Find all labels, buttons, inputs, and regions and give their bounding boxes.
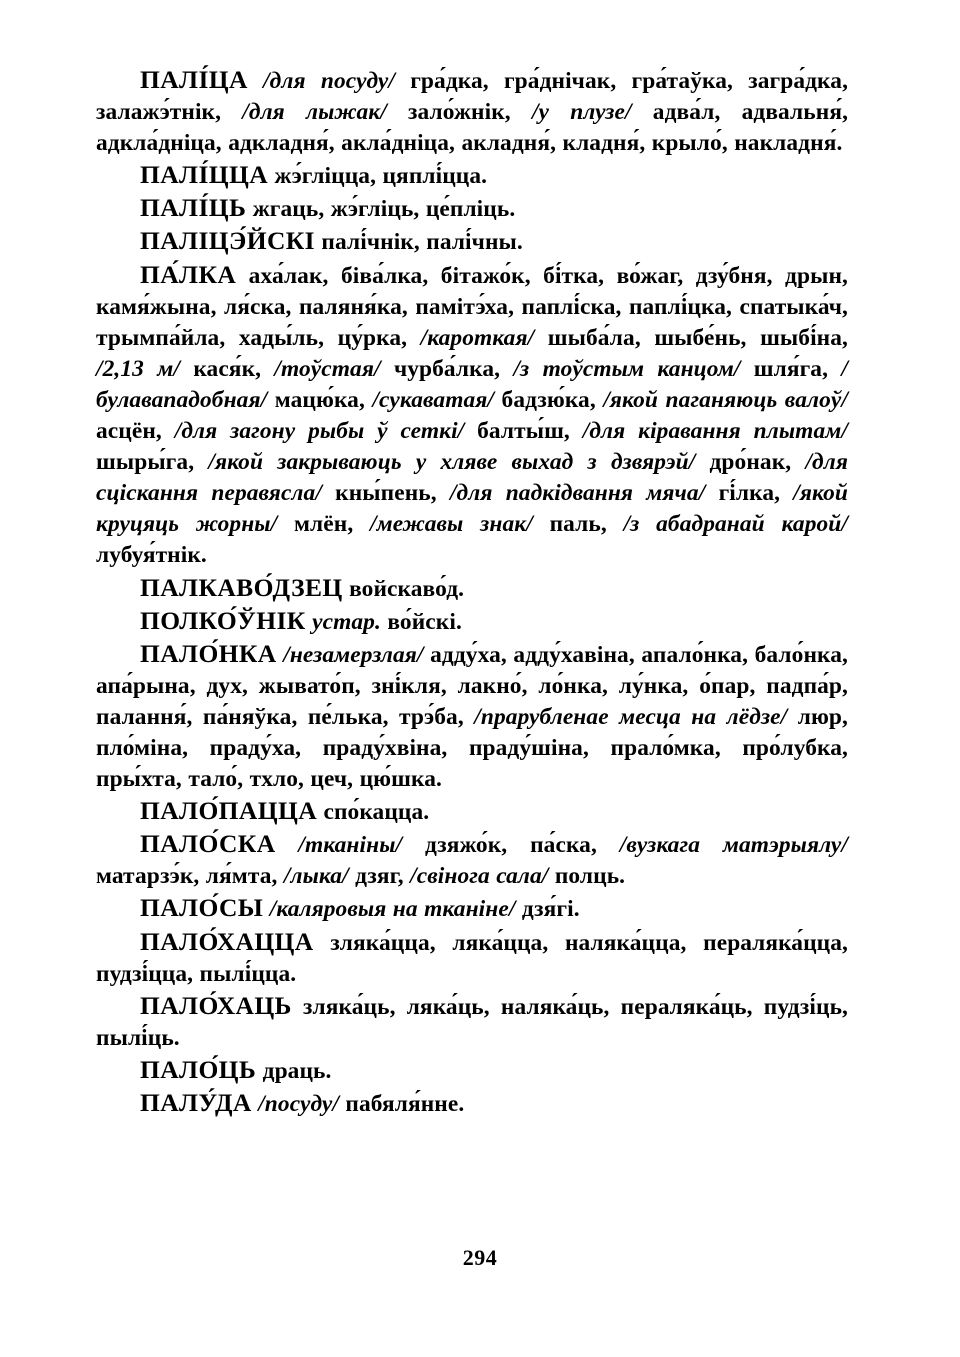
entry-gloss: /тканіны/	[298, 832, 403, 859]
entry-gloss: /лыка/	[283, 863, 349, 890]
dictionary-entry	[96, 1087, 848, 1120]
dictionary-entry	[96, 1054, 848, 1087]
entry-synonyms: асцён,	[96, 418, 162, 445]
entry-headword: ПОЛКО́ЎНІК	[140, 605, 306, 635]
entry-synonyms: паль,	[549, 511, 607, 538]
dictionary-entry	[96, 259, 848, 572]
entry-synonyms: лубуя́тнік.	[96, 542, 207, 569]
entry-gloss: /для лыжак/	[242, 99, 387, 126]
entry-synonyms: кася́к,	[193, 355, 262, 382]
entry-synonyms: дзяжо́к, па́ска,	[424, 832, 597, 859]
entry-synonyms: полць.	[554, 863, 626, 890]
entry-headword: ПАЛІ́ЦЦА	[140, 160, 269, 190]
entry-synonyms: бадзю́ка,	[501, 386, 596, 413]
entry-synonyms: драць.	[262, 1057, 332, 1084]
entry-headword: ПАЛО́СКА	[140, 829, 276, 859]
entry-synonyms: палі́чнік, палі́чны.	[321, 229, 523, 256]
entry-gloss: /свінога сала/	[410, 863, 549, 890]
entry-gloss: /прарубленае месца на лёдзе/	[474, 703, 788, 730]
entry-synonyms: жэ́гліцца, цяплі́цца.	[274, 163, 488, 190]
dictionary-entry	[96, 572, 848, 605]
entry-gloss: /якой круцяць жорны/	[96, 480, 849, 538]
entry-gloss: /з тоўстым канцом/	[513, 355, 741, 382]
entry-gloss: /кароткая/	[420, 324, 535, 351]
dictionary-entry	[96, 990, 848, 1054]
dictionary-entry	[96, 926, 848, 990]
entry-headword: ПАЛО́ХАЦЬ	[140, 990, 292, 1020]
entry-gloss: /вузкага матэрыялу/	[619, 832, 849, 859]
entry-headword: ПАЛО́СЫ	[140, 893, 264, 923]
entry-headword: ПАЛІ́ЦА	[140, 65, 248, 94]
entry-synonyms: жгаць, жэ́гліць, це́пліць.	[252, 196, 516, 223]
entry-gloss: /посуду/	[258, 1091, 339, 1117]
entry-gloss: /тоўстая/	[274, 355, 381, 382]
entry-headword: ПАЛО́ЦЬ	[140, 1054, 257, 1084]
entry-synonyms: млён,	[294, 511, 354, 538]
entry-gloss: /якой закрываюць у хляве выхад з дзвярэй/	[208, 449, 696, 476]
page-folio: 294	[462, 1245, 498, 1270]
entry-gloss: /каляровыя на тканіне/	[269, 896, 516, 923]
entry-gloss: /межавы знак/	[370, 511, 533, 538]
entry-synonyms: шыры́га,	[96, 449, 195, 476]
entry-synonyms: пабяля́нне.	[345, 1091, 465, 1117]
entry-synonyms: дзя́гі.	[521, 896, 580, 923]
entry-gloss: /булавападобная/	[96, 355, 848, 413]
entry-headword: ПАЛКАВО́ДЗЕЦ	[140, 572, 343, 602]
entry-synonyms: адва́л, адвальня́, адкла́дніца, адкладня́, акла́дніца, акладня́, кладня́, крыло́, накладня́.	[96, 99, 849, 157]
dictionary-entry	[96, 192, 848, 225]
dictionary-entry	[96, 828, 848, 892]
entry-headword: ПА́ЛКА	[140, 259, 237, 289]
entry-gloss: устар.	[312, 608, 381, 635]
text-column	[96, 64, 848, 1120]
entry-synonyms: матарзэ́к, ля́мта,	[96, 863, 278, 890]
entry-synonyms: гі́лка,	[718, 480, 781, 507]
dictionary-entry	[96, 638, 848, 795]
entry-synonyms: во́йскі.	[387, 608, 462, 635]
entry-gloss: /для сціскання перавясла/	[96, 449, 848, 507]
entry-synonyms: аха́лак, біва́лка, бітажо́к, бі́тка, во́жаг, дзу́бня, дрын, камя́жына, ля́ска, паляня́ка, памітэ́ха, паплі́ска, паплі́цка, спатыка́ч, трымпа́йла, хады́ль, цу́рка,	[96, 262, 848, 351]
entry-gloss: /для загону рыбы ў сеткі/	[174, 418, 465, 445]
dictionary-entry	[96, 605, 848, 638]
entry-gloss: /з абадранай карой/	[623, 511, 849, 538]
entry-synonyms: зало́жнік,	[408, 99, 511, 126]
entry-synonyms: шля́га,	[753, 355, 829, 382]
dictionary-entry	[96, 64, 848, 159]
entry-synonyms: дзяг,	[355, 863, 404, 890]
entry-synonyms: гра́дка, гра́днічак, гра́таўка, загра́дка, залажэ́тнік,	[96, 68, 849, 126]
entry-synonyms: балты́ш,	[477, 418, 570, 445]
entry-synonyms: мацю́ка,	[274, 386, 365, 413]
entry-gloss: /для кіравання плытам/	[582, 418, 848, 445]
entry-gloss: /для падкідвання мяча/	[449, 480, 706, 507]
entry-synonyms: шыба́ла, шыбе́нь, шыбі́на,	[547, 324, 848, 351]
entry-synonyms: чурба́лка,	[393, 355, 501, 382]
entry-synonyms: зляка́ць, ляка́ць, наляка́ць, перaляка́ць, пудзі́ць, пылі́ць.	[96, 993, 849, 1051]
entry-synonyms: дро́нак,	[709, 449, 792, 476]
entry-synonyms: люр, пло́міна, праду́ха, праду́хвіна, праду́шіна, прало́мка, про́лубка, пры́хта, тало́, тхло, цеч, цю́шка.	[96, 703, 848, 793]
entry-headword: ПАЛІ́ЦЬ	[140, 193, 247, 223]
entry-headword: ПАЛУ́ДА	[140, 1088, 252, 1117]
entry-gloss: /сукаватая/	[372, 386, 495, 413]
dictionary-entry	[96, 795, 848, 828]
entry-synonyms: кны́пень,	[335, 480, 437, 507]
dictionary-entry	[96, 159, 848, 192]
entry-headword: ПАЛО́ПАЦЦА	[140, 796, 318, 826]
entry-gloss: /у плузе/	[531, 99, 632, 126]
entry-synonyms: адду́ха, адду́хавіна, апало́нка, бало́нка, апа́рына, дух, жывато́п, зні́кля, лакно́, ло́нка, лу́нка, о́пар, падпа́р, палання́, па́няўка, пе́лька, трэ́ба,	[96, 641, 848, 730]
entry-headword: ПАЛО́ХАЦЦА	[140, 926, 314, 956]
entry-gloss: /незамерзлая/	[283, 641, 424, 668]
entry-synonyms: спо́кацца.	[323, 799, 430, 826]
entry-headword: ПАЛО́НКА	[140, 638, 277, 668]
dictionary-entry	[96, 892, 848, 925]
entry-gloss: /2,13 м/	[96, 355, 180, 382]
entry-synonyms: войскаво́д.	[349, 575, 465, 602]
dictionary-entry	[96, 225, 848, 258]
entry-headword: ПАЛІЦЭ́ЙСКІ	[140, 226, 315, 256]
entry-synonyms: зляка́цца, ляка́цца, наляка́цца, перaляка́цца, пудзі́цца, пылі́цца.	[96, 929, 848, 987]
entry-gloss: /якой паганяюць валоў/	[603, 386, 848, 413]
entry-gloss: /для посуду/	[263, 68, 395, 94]
